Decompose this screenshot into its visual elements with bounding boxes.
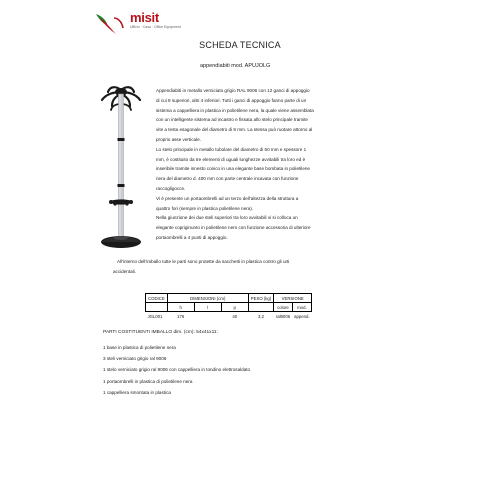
description-line: sistema a cappelliera in plastica in polietilene nera, la quale viene assemblata (156, 107, 314, 113)
description-line: elegante copriginunto in polietilene nero con funzione accessoria di ulteriore (156, 225, 311, 231)
packaging-note (113, 257, 371, 276)
header-dimensioni: DIMENSIONI (cm) (167, 294, 248, 303)
cell-codice: JGL001 (147, 313, 163, 319)
packaging-note-line: accidentali. (113, 268, 136, 274)
header-peso: PESO (kg) (248, 294, 274, 303)
table-subheader-row (146, 303, 312, 312)
subheader-colore: colore (274, 303, 292, 312)
description-line: Nella giunzione dei due steli superiori tra loro avvitabili vi si colloca un (156, 215, 298, 221)
brand-name: misit (130, 10, 159, 25)
description-line: quattro fori (sempre in plastica polietilene nera). (156, 205, 254, 211)
page-title: SCHEDA TECNICA (199, 40, 281, 50)
cell-colore: ral9006 (275, 313, 291, 319)
list-item: 1 portaombrelli in plastica di polietilene nera (103, 378, 193, 384)
header-versione: VERSIONE (274, 294, 312, 303)
subheader-p: p (221, 303, 248, 312)
description-line: di cui 8 superiori, altri 4 inferiori. Tutti i ganci di appoggio fanno parte di un (156, 97, 307, 103)
description-line: proprio asse verticale. (156, 136, 201, 142)
main-pole (119, 94, 124, 240)
brand-tagline: Ufficio · Casa · Office Equipment (130, 25, 181, 29)
parts-list (103, 342, 250, 398)
list-item: 1 base in plastica di polietilene nera (103, 345, 176, 350)
spec-table (145, 293, 312, 320)
stand-base (101, 236, 141, 248)
product-description (156, 86, 366, 243)
description-line: Appendiabiti in metallo verniciato grigio RAL 9006 con 12 ganci di appoggio (156, 88, 310, 93)
description-line: raccogligocce. (156, 185, 186, 191)
description-line: inseribile tramite innesto conico in una elegante base bombata in polietilene (156, 166, 310, 172)
subheader-h: h (167, 303, 194, 312)
packaging-note-line: All'interno dell'imballo tutte le parti sono protette da sacchetti in plastica contro gli urti (117, 259, 290, 264)
coat-stand-image (86, 80, 156, 256)
list-item: 1 cappelliera smontata in plastica (103, 389, 171, 395)
cell-p: 40 (232, 313, 238, 319)
description-line: portaombrelli a 4 punti di appoggio. (156, 234, 228, 240)
parts-title: PARTI COSTITUENTI IMBALLO dim. (cm): 54x41x11: (103, 330, 218, 335)
cell-peso: 3,2 (258, 313, 264, 319)
subheader-l: l (194, 303, 221, 312)
cell-mod: append. (294, 313, 310, 319)
description-line: nera del diametro d. 400 mm con parte centrale incavata con funzione (156, 176, 299, 182)
list-item: 1 stelo verniciato grigio ral 9006 con cappelliera in tondino elettrosaldato (103, 367, 251, 373)
logo-swoosh-icon (100, 18, 116, 34)
subheader-mod: mod. (292, 303, 312, 312)
description-line: vite a testa esagonale del diametro di 8 mm. La stessa può ruotare attorno al (156, 127, 313, 133)
description-line: mm, è costituito da tre elementi di uguali lunghezze avvitabili tra loro ed è (156, 156, 306, 162)
table-header-row (146, 294, 312, 303)
description-line: Vi è presente un portaombrelli ad un terzo dell'altezza della struttura a (156, 195, 299, 201)
description-line: con un intelligente sistema ad incastro e fissata allo stelo principale tramite (156, 117, 308, 123)
table-row (146, 312, 312, 321)
description-line: Lo stelo principale in metallo tubolare del diametro di 50 mm e spessore 1 (156, 146, 307, 152)
header-codice: CODICE (146, 294, 168, 303)
cell-h: 176 (177, 313, 185, 319)
list-item: 3 steli verniciato grigio ral 9006 (103, 356, 167, 362)
cell-l (194, 312, 221, 321)
page-subtitle: appendiabiti mod. APUJOLG (200, 63, 271, 69)
